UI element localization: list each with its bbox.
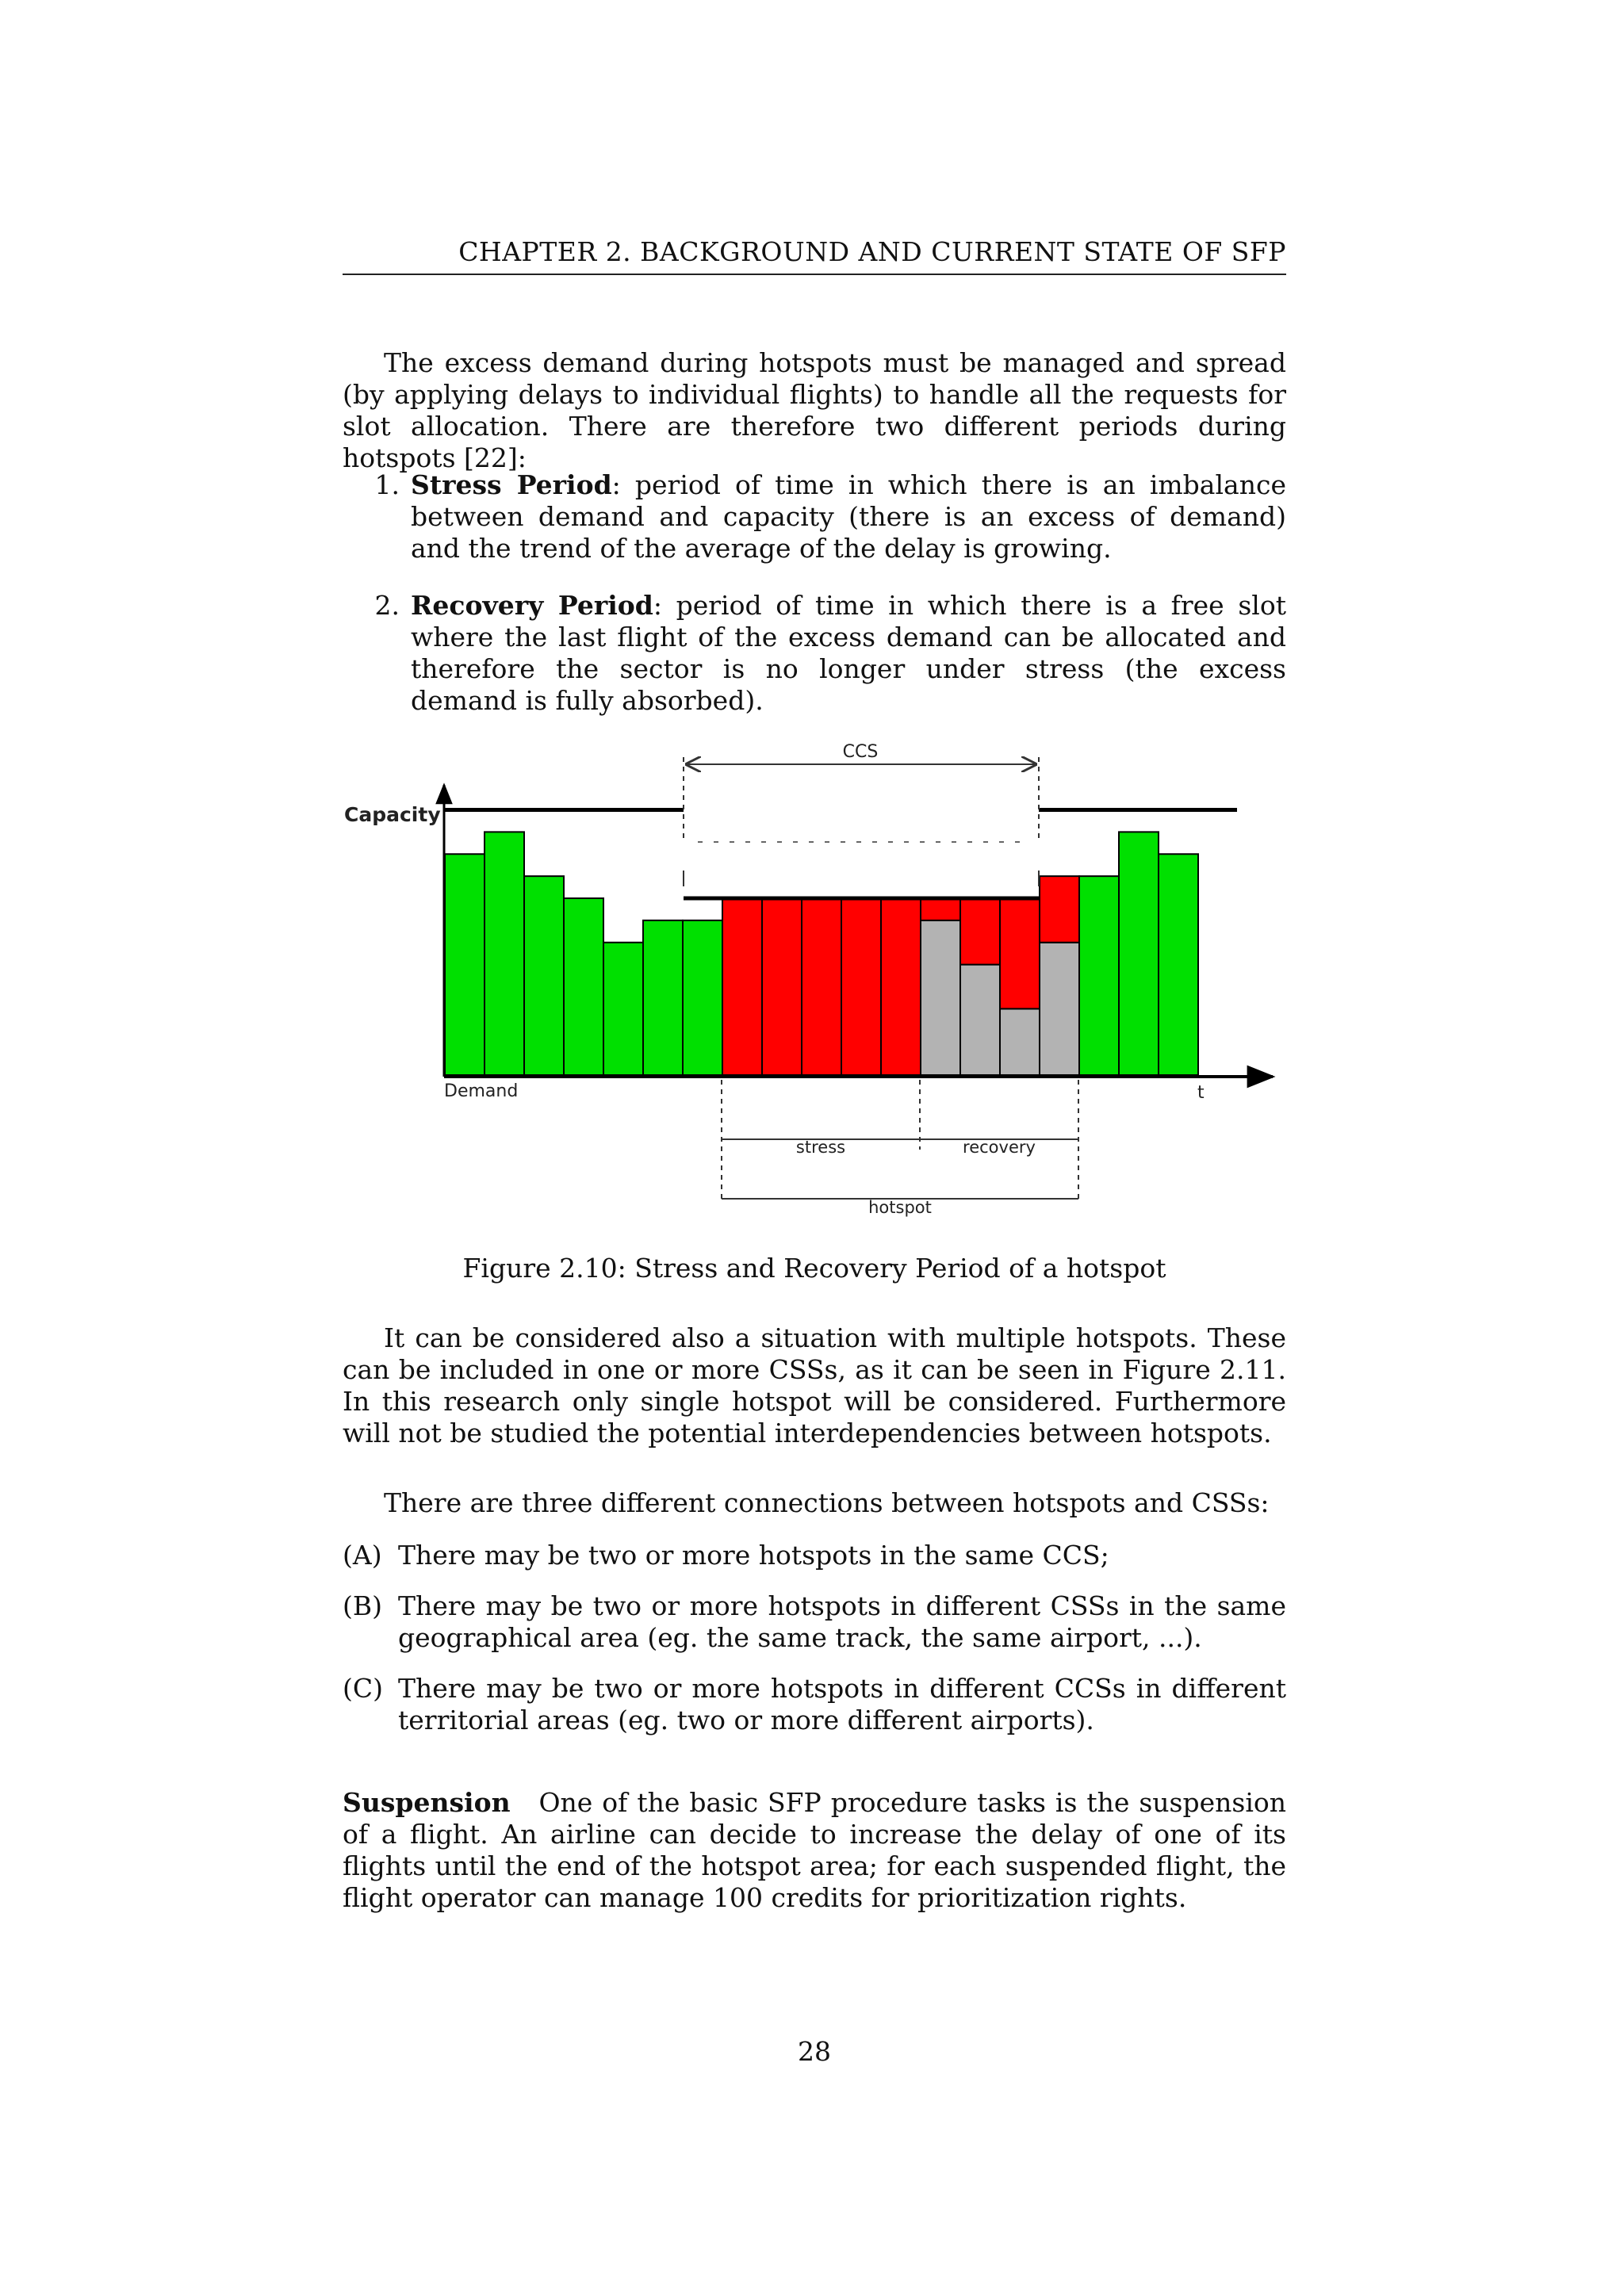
- y-axis-label: Capacity: [344, 803, 441, 826]
- term-suspension: Suspension: [343, 1787, 511, 1818]
- bars: [445, 832, 1198, 1075]
- list-item: [343, 1540, 1286, 1571]
- list-label: (C): [343, 1673, 383, 1704]
- bar-red-14: [960, 898, 1000, 965]
- list-text: There may be two or more hotspots in the same CCS;: [398, 1540, 1109, 1571]
- bar-green-1: [445, 854, 485, 1075]
- list-item: [343, 1673, 1286, 1736]
- bar-red-16: [1040, 876, 1079, 943]
- bar-green-5: [603, 943, 643, 1075]
- list-number: 1.: [374, 469, 400, 500]
- list-label: (B): [343, 1590, 382, 1621]
- bar-gray-16: [1040, 943, 1079, 1075]
- bar-red-13: [921, 898, 960, 920]
- bar-gray-14: [960, 965, 1000, 1075]
- stress-label: stress: [795, 1138, 846, 1157]
- bar-red-8: [722, 898, 762, 1075]
- figure-caption: Figure 2.10: Stress and Recovery Period of a hotspot: [462, 1253, 1166, 1284]
- suspension-text: One of the basic SFP procedure tasks is the suspension of a flight. An airline can decide to increase the delay of one of its flights until the end of the hotspot area; for each suspended flight, the flight operator can manage 100 credits for prioritization rights.: [343, 1787, 1286, 1913]
- bar-green-2: [485, 832, 524, 1075]
- bar-green-4: [564, 898, 603, 1075]
- recovery-label: recovery: [963, 1138, 1036, 1157]
- hotspot-label: hotspot: [868, 1198, 932, 1217]
- baseline-label: Demand: [444, 1081, 519, 1101]
- multiple-hotspots-paragraph: It can be considered also a situation with multiple hotspots. These can be included in one or more CSSs, as it can be seen in Figure 2.11. In this research only single hotspot will be considered. Furthermore will not be studied the potential interdependencies between hotspots.: [343, 1322, 1286, 1448]
- term-stress-period: Stress Period: [411, 469, 612, 500]
- bar-red-12: [881, 898, 921, 1075]
- list-text: There may be two or more hotspots in different CSSs in the same geographical area (eg. the same track, the same airport, ...).: [398, 1590, 1286, 1653]
- list-label: (A): [343, 1540, 382, 1571]
- term-recovery-period: Recovery Period: [411, 590, 653, 621]
- bar-red-10: [802, 898, 841, 1075]
- bar-gray-13: [921, 920, 960, 1075]
- bar-green-17: [1079, 876, 1119, 1075]
- chapter-header: CHAPTER 2. BACKGROUND AND CURRENT STATE OF SFP: [343, 236, 1286, 275]
- list-text: There may be two or more hotspots in different CCSs in different territorial areas (eg. two or more different airports).: [398, 1673, 1286, 1735]
- x-axis-label: t: [1197, 1083, 1205, 1103]
- stress-period-definition: : period of time in which there is an imbalance between demand and capacity (there is an excess of demand) and the trend of the average of the delay is growing.: [411, 469, 1286, 564]
- intro-paragraph: The excess demand during hotspots must be managed and spread (by applying delays to individual flights) to handle all the requests for slot allocation. There are therefore two different periods during hotspots [22]:: [343, 347, 1286, 473]
- page-number: 28: [798, 2036, 831, 2067]
- list-number: 2.: [374, 590, 400, 621]
- bar-red-15: [1000, 898, 1040, 1008]
- bar-red-11: [841, 898, 881, 1075]
- list-item: [343, 1590, 1286, 1654]
- bar-red-9: [762, 898, 802, 1075]
- connections-intro: There are three different connections between hotspots and CSSs:: [384, 1487, 1270, 1518]
- connections-list: [343, 1540, 1286, 1755]
- bar-green-7: [683, 920, 722, 1075]
- bar-green-6: [643, 920, 683, 1075]
- ccs-label: CCS: [842, 742, 879, 762]
- recovery-period-definition: : period of time in which there is a free slot where the last flight of the excess demand can be allocated and therefore the sector is no longer under stress (the excess demand is fully absorbed).: [411, 590, 1286, 716]
- bar-green-3: [524, 876, 564, 1075]
- bar-green-19: [1159, 854, 1198, 1075]
- suspension-paragraph: [343, 1787, 1286, 1914]
- bar-gray-15: [1000, 1008, 1040, 1075]
- bar-green-18: [1119, 832, 1159, 1075]
